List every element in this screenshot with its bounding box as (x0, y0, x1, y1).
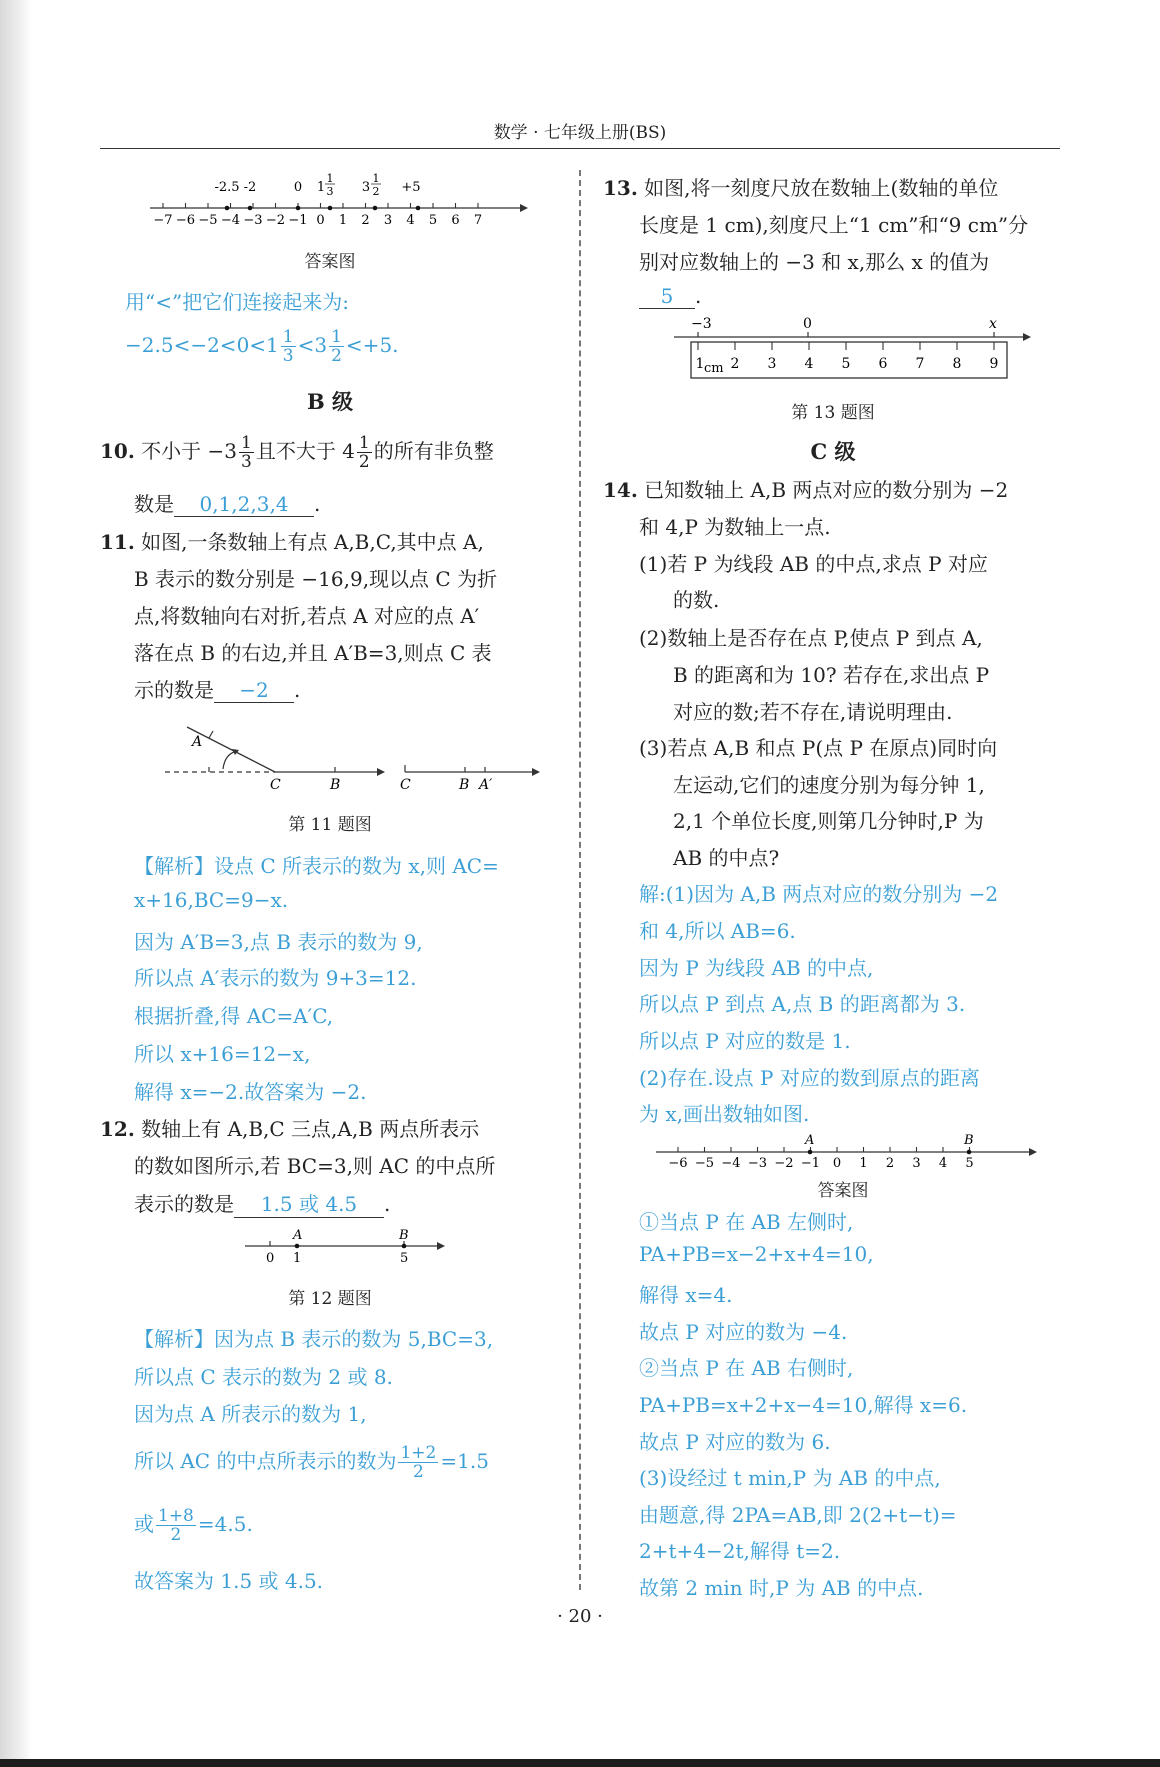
question-14-3-line-2: 左运动,它们的速度分别为每分钟 1, (673, 773, 985, 797)
ruler-tick-label: 8 (952, 356, 962, 372)
solution-12-line-5: 或 $\frac{1+8}{2}$ =4.5. (134, 1506, 253, 1545)
figure-14 (651, 1128, 1051, 1172)
ruler-tick-label: 2 (730, 356, 740, 372)
question-14-1-line-1: (1)若 P 为线段 AB 的中点,求点 P 对应 (639, 552, 988, 576)
nl-top-tick-label: −5 (198, 213, 218, 228)
ruler-tick-label: 7 (915, 356, 925, 372)
fig13-label-zero: 0 (803, 316, 812, 332)
question-13-line-4: 5 . (639, 284, 701, 309)
solution-14b-line-11: 故第 2 min 时,P 为 AB 的中点. (639, 1576, 924, 1600)
fig11-label-A: A (192, 734, 203, 750)
answer-line-2: −2.5<−2<0<1 $\frac{1}{3}$ <3 $\frac{1}{2}$ <+5. (125, 327, 399, 366)
question-11-line-3: 点,将数轴向右对折,若点 A 对应的点 A′ (134, 604, 480, 628)
column-divider (579, 170, 581, 1590)
solution-14-line-5: 所以点 P 对应的数是 1. (639, 1029, 851, 1053)
solution-14-line-4: 所以点 P 到点 A,点 B 的距离都为 3. (639, 992, 966, 1016)
question-14-2-line-1: (2)数轴上是否存在点 P,使点 P 到点 A, (639, 626, 983, 650)
fig12-tick-1: 1 (293, 1251, 302, 1266)
fig13-caption: 第 13 题图 (791, 403, 875, 423)
ruler-tick-label: 3 (767, 356, 777, 372)
solution-11-line-7: 解得 x=−2.故答案为 −2. (134, 1080, 367, 1104)
fig13-label-x: x (989, 316, 997, 332)
nl-label-0: 0 (293, 180, 303, 195)
answer-blank-q11: −2 (214, 678, 294, 703)
fig14-tick-label: −4 (721, 1156, 741, 1171)
fraction-one-half: $\frac{1}{2}$ (331, 327, 342, 366)
solution-14-line-3: 因为 P 为线段 AB 的中点, (639, 956, 874, 980)
solution-14b-line-4: 故点 P 对应的数为 −4. (639, 1320, 848, 1344)
fig14-tick-label: 3 (912, 1156, 921, 1171)
fig11-label-C: C (270, 777, 281, 793)
figure-13 (669, 312, 1039, 384)
fig13-label-minus3: −3 (691, 316, 712, 332)
fig14-tick-label: 4 (938, 1156, 948, 1171)
ruler-tick-label: 5 (841, 356, 851, 372)
nl-label-1-num: 1 (326, 172, 334, 185)
ruler-tick-label: 9 (989, 356, 999, 372)
fig11-label-C2: C (400, 777, 411, 793)
nl-label-1-int: 1 (316, 180, 326, 195)
nl-label-3-den: 2 (372, 185, 380, 198)
fig14-tick-label: 2 (885, 1156, 895, 1171)
solution-11-line-3: 因为 A′B=3,点 B 表示的数为 9, (134, 930, 423, 954)
nl-top-tick-label: −6 (175, 213, 196, 228)
fig12-caption: 第 12 题图 (288, 1289, 372, 1309)
question-11-line-4: 落在点 B 的右边,并且 A′B=3,则点 C 表 (134, 641, 492, 665)
fig14-tick-label: −5 (694, 1156, 715, 1171)
nl-top-tick-label: −2 (265, 213, 286, 228)
fig14-tick-label: −6 (668, 1156, 688, 1171)
question-11-line-2: B 表示的数分别是 −16,9,现以点 C 为折 (134, 567, 498, 591)
fig-top-caption: 答案图 (304, 252, 356, 272)
solution-14b-line-9: 由题意,得 2PA=AB,即 2(2+t−t)= (639, 1503, 957, 1527)
nl-top-tick-label: 1 (338, 213, 348, 228)
fraction-s12-2: $\frac{1+8}{2}$ (158, 1506, 194, 1545)
figure-12 (240, 1224, 460, 1270)
nl-top-tick-label: −3 (243, 213, 263, 228)
bottom-edge (0, 1759, 1160, 1767)
fraction-q10-1: $\frac{1}{3}$ (241, 433, 252, 472)
solution-11-line-4: 所以点 A′表示的数为 9+3=12. (134, 966, 417, 990)
solution-12-line-4: 所以 AC 的中点所表示的数为 $\frac{1+2}{2}$ =1.5 (134, 1443, 489, 1482)
nl-label-1-den: 3 (326, 185, 334, 198)
nl-label-plus5: +5 (401, 180, 421, 195)
question-14-3-line-1: (3)若点 A,B 和点 P(点 P 在原点)同时向 (639, 736, 998, 760)
fig11-label-B: B (330, 777, 341, 793)
solution-14b-line-10: 2+t+4−2t,解得 t=2. (639, 1539, 841, 1563)
fraction-s12-1: $\frac{1+2}{2}$ (400, 1443, 437, 1482)
fig14-tick-label: −3 (747, 1156, 768, 1171)
question-12-line-3: 表示的数是 1.5 或 4.5 . (134, 1188, 390, 1218)
question-12-line-2: 的数如图所示,若 BC=3,则 AC 的中点所 (134, 1154, 496, 1178)
page-number: · 20 · (557, 1606, 603, 1627)
nl-label-3-int: 3 (361, 180, 371, 195)
figure-11 (165, 715, 545, 793)
question-14-2-line-3: 对应的数;若不存在,请说明理由. (673, 700, 953, 724)
question-11-line-5: 示的数是 −2 . (134, 678, 301, 702)
nl-top-tick-label: 7 (473, 213, 483, 228)
fig14-tick-label: 0 (832, 1156, 842, 1171)
question-13-line-3: 别对应数轴上的 −3 和 x,那么 x 的值为 (639, 250, 990, 274)
solution-11-line-5: 根据折叠,得 AC=A′C, (134, 1004, 334, 1028)
number-line-top (150, 168, 530, 232)
ruler-tick-label: 1 (695, 356, 705, 372)
fig14-tick-label: 5 (965, 1156, 974, 1171)
solution-14b-line-7: 故点 P 对应的数为 6. (639, 1430, 831, 1454)
fig12-label-B: B (399, 1228, 409, 1243)
fig11-label-A2: A′ (479, 777, 493, 793)
solution-12-line-2: 所以点 C 表示的数为 2 或 8. (134, 1365, 393, 1389)
fig11-caption: 第 11 题图 (288, 815, 372, 835)
solution-14-line-6: (2)存在.设点 P 对应的数到原点的距离 (639, 1066, 980, 1090)
ruler-tick-label: 6 (878, 356, 888, 372)
question-14-line-1: 14. 已知数轴上 A,B 两点对应的数分别为 −2 (603, 478, 1009, 502)
fig14-label-A: A (805, 1133, 815, 1148)
solution-11-line-6: 所以 x+16=12−x, (134, 1042, 311, 1066)
level-b-heading: B 级 (306, 389, 354, 414)
fig12-tick-0: 0 (266, 1251, 275, 1266)
question-13-line-2: 长度是 1 cm),刻度尺上“1 cm”和“9 cm”分 (639, 213, 1029, 237)
fig12-tick-5: 5 (400, 1251, 409, 1266)
nl-top-tick-label: 4 (406, 213, 415, 228)
answer-line-1: 用“<”把它们连接起来为: (125, 290, 349, 314)
solution-14b-line-6: PA+PB=x+2+x−4=10,解得 x=6. (639, 1393, 968, 1417)
left-column (100, 0, 560, 1600)
solution-14b-line-8: (3)设经过 t min,P 为 AB 的中点, (639, 1466, 941, 1490)
nl-top-tick-label: 6 (451, 213, 460, 228)
solution-14b-line-3: 解得 x=4. (639, 1283, 733, 1307)
fig14-label-B: B (964, 1133, 974, 1148)
question-10-line-1: 10. 不小于 −3 $\frac{1}{3}$ 且不大于 4 $\frac{1}{2}$ 的所有非负整 (100, 433, 494, 472)
fig14-caption: 答案图 (817, 1181, 869, 1201)
question-14-2-line-2: B 的距离和为 10? 若存在,求出点 P (673, 663, 990, 687)
answer-blank-q12: 1.5 或 4.5 (234, 1188, 384, 1218)
solution-12-line-6: 故答案为 1.5 或 4.5. (134, 1569, 324, 1593)
question-13-line-1: 13. 如图,将一刻度尺放在数轴上(数轴的单位 (603, 176, 999, 200)
question-14-3-line-4: AB 的中点? (673, 846, 780, 870)
fraction-q10-2: $\frac{1}{2}$ (358, 433, 370, 472)
fig11-label-B2: B (459, 777, 470, 793)
nl-top-tick-label: −4 (220, 213, 241, 228)
nl-top-tick-label: −1 (288, 213, 308, 228)
solution-14-line-1: 解:(1)因为 A,B 两点对应的数分别为 −2 (639, 882, 999, 906)
ruler-unit-cm: cm (704, 361, 724, 376)
solution-11-line-2: x+16,BC=9−x. (134, 888, 289, 912)
right-column (603, 0, 1063, 1600)
nl-label--2: -2 (243, 180, 257, 195)
fig14-tick-label: −2 (774, 1156, 794, 1171)
fraction-one-third: $\frac{1}{3}$ (282, 327, 294, 366)
question-11-line-1: 11. 如图,一条数轴上有点 A,B,C,其中点 A, (100, 530, 484, 554)
nl-top-tick-label: 3 (383, 213, 393, 228)
nl-top-tick-label: −7 (153, 213, 173, 228)
ruler-tick-label: 4 (804, 356, 814, 372)
nl-top-tick-label: 0 (316, 213, 325, 228)
running-header: 数学 · 七年级上册(BS) (493, 123, 667, 143)
solution-14b-line-5: ②当点 P 在 AB 右侧时, (639, 1356, 854, 1380)
solution-12-line-1: 【解析】因为点 B 表示的数为 5,BC=3, (134, 1327, 494, 1351)
nl-label-3-num: 1 (372, 172, 380, 185)
nl-top-tick-label: 2 (361, 213, 370, 228)
question-10-line-2: 数是 0,1,2,3,4 . (134, 492, 321, 516)
solution-14b-line-2: PA+PB=x−2+x+4=10, (639, 1242, 874, 1266)
question-14-1-line-2: 的数. (673, 588, 720, 612)
fig12-label-A: A (293, 1228, 303, 1243)
answer-blank-q13: 5 (639, 284, 695, 309)
solution-14b-line-1: ①当点 P 在 AB 左侧时, (639, 1210, 854, 1234)
solution-11-line-1: 【解析】设点 C 所表示的数为 x,则 AC= (134, 854, 499, 878)
fig14-tick-label: 1 (859, 1156, 868, 1171)
answer-blank-q10: 0,1,2,3,4 (174, 492, 314, 517)
nl-label--2.5: -2.5 (214, 180, 240, 195)
nl-top-tick-label: 5 (428, 213, 438, 228)
solution-14-line-7: 为 x,画出数轴如图. (639, 1102, 810, 1126)
solution-12-line-3: 因为点 A 所表示的数为 1, (134, 1402, 367, 1426)
question-14-line-2: 和 4,P 为数轴上一点. (639, 515, 831, 539)
fig14-tick-label: −1 (800, 1156, 821, 1171)
level-c-heading: C 级 (810, 439, 856, 464)
question-12-line-1: 12. 数轴上有 A,B,C 三点,A,B 两点所表示 (100, 1117, 480, 1141)
question-14-3-line-3: 2,1 个单位长度,则第几分钟时,P 为 (673, 809, 984, 833)
solution-14-line-2: 和 4,所以 AB=6. (639, 919, 796, 943)
